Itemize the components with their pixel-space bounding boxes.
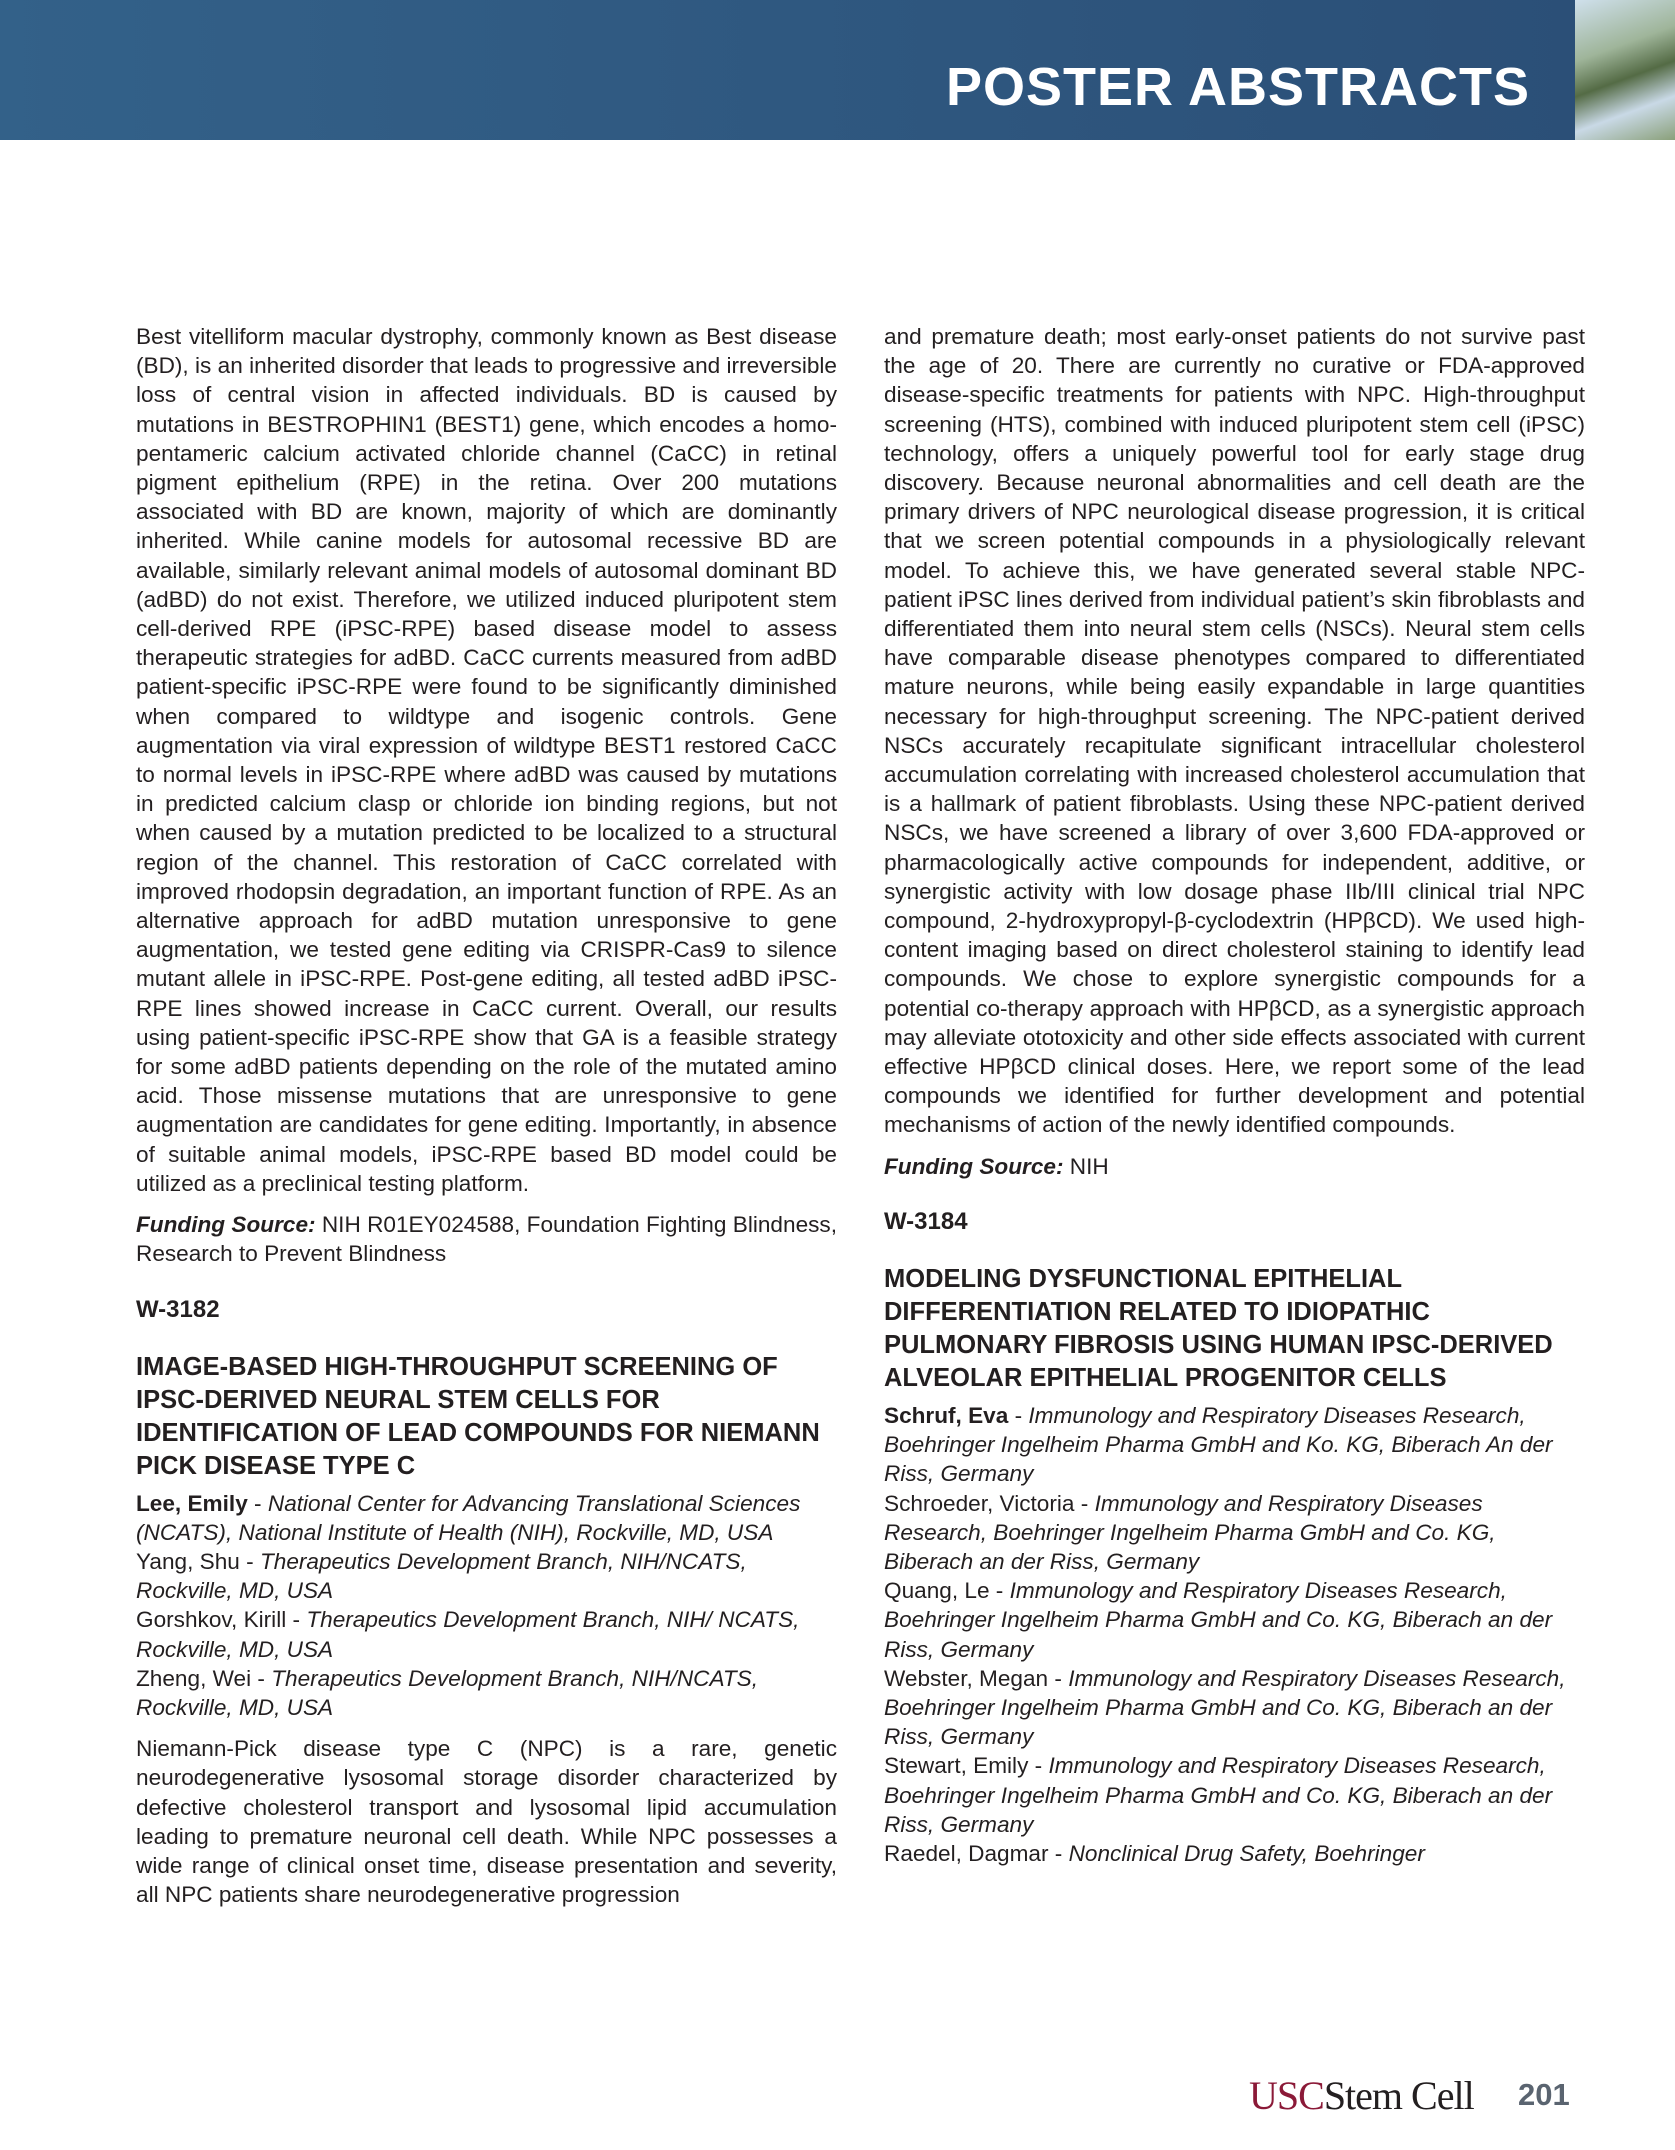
usc-stem-cell-logo: USCStem Cell (1249, 2073, 1474, 2118)
author: Quang, Le - Immunology and Respiratory Diseases Research, Boehringer Ingelheim Pharma GmbH and Co. KG, Biberach an der Riss, Germany (884, 1578, 1553, 1662)
author: Gorshkov, Kirill - Therapeutics Development Branch, NIH/ NCATS, Rockville, MD, USA (136, 1607, 800, 1662)
author: Zheng, Wei - Therapeutics Development Branch, NIH/NCATS, Rockville, MD, USA (136, 1665, 759, 1720)
right-column (884, 322, 1585, 1868)
funding-source: Funding Source: NIH (884, 1153, 1109, 1179)
author: Raedel, Dagmar - Nonclinical Drug Safety, Boehringer (884, 1840, 1425, 1866)
funding-source: Funding Source: NIH R01EY024588, Foundation Fighting Blindness, Research to Prevent Blindness (136, 1212, 837, 1267)
section-title: POSTER ABSTRACTS (945, 57, 1530, 117)
author: Schruf, Eva - Immunology and Respiratory Diseases Research, Boehringer Ingelheim Pharma GmbH and Ko. KG, Biberach An der Riss, Germany (884, 1402, 1553, 1487)
abstract-id: W-3184 (884, 1207, 968, 1235)
author: Schroeder, Victoria - Immunology and Respiratory Diseases Research, Boehringer Ingelheim Pharma GmbH and Co. KG, Biberach an der Riss, Germany (884, 1490, 1496, 1574)
abstract-title: IMAGE-BASED HIGH-THROUGHPUT SCREENING OF IPSC-DERIVED NEURAL STEM CELLS FOR IDENTIFICATION OF LEAD COMPOUNDS FOR NIEMANN PICK DISEASE TYPE C (136, 1352, 820, 1480)
funding-label: Funding Source: (136, 1212, 316, 1238)
funding-label: Funding Source: (884, 1153, 1064, 1179)
abstract-title: MODELING DYSFUNCTIONAL EPITHELIAL DIFFERENTIATION RELATED TO IDIOPATHIC PULMONARY FIBROSIS USING HUMAN IPSC-DERIVED ALVEOLAR EPITHELIAL PROGENITOR CELLS (884, 1264, 1553, 1392)
page-number: 201 (1518, 2077, 1570, 2112)
abstract-text: and premature death; most early-onset patients do not survive past the age of 20. There are currently no curative or FDA-approved disease-specific treatments for patients with NPC. High-throughput screening (HTS), combined with induced pluripotent stem cell (iPSC) technology, offers a uniquely powerful tool for early stage drug discovery. Because neuronal abnormalities and cell death are the primary drivers of NPC neurological disease progression, it is critical that we screen potential compounds in a physiologically relevant model. To achieve this, we have generated several stable NPC-patient iPSC lines derived from individual patient’s skin fibroblasts and differentiated them into neural stem cells (NSCs). Neural stem cells have comparable disease phenotypes compared to differentiated mature neurons, while being easily expandable in large quantities necessary for high-throughput screening. The NPC-patient derived NSCs accurately recapitulate significant intracellular cholesterol accumulation correlating with increased cholesterol accumulation that is a hallmark of patient fibroblasts. Using these NPC-patient derived NSCs, we have screened a library of over 3,600 FDA-approved or pharmacologically active compounds for independent, additive, or synergistic activity with low dosage phase IIb/III clinical trial NPC compound, 2-hydroxypropyl-β-cyclodextrin (HPβCD). We used high-content imaging based on direct cholesterol staining to identify lead compounds. We chose to explore synergistic compounds for a potential co-therapy approach with HPβCD, as a synergistic approach may alleviate ototoxicity and other side effects associated with current effective HPβCD clinical doses. Here, we report some of the lead compounds we identified for further development and potential mechanisms of action of the newly identified compounds. (884, 324, 1585, 1138)
left-column (136, 322, 837, 1909)
abstract-text: Best vitelliform macular dystrophy, commonly known as Best disease (BD), is an inherited disorder that leads to progressive and irreversible loss of central vision in affected individuals. BD is caused by mutations in BESTROPHIN1 (BEST1) gene, which encodes a homo-pentameric calcium activated chloride channel (CaCC) in retinal pigment epithelium (RPE) in the retina. Over 200 mutations associated with BD are known, majority of which are dominantly inherited. While canine models for autosomal recessive BD are available, similarly relevant animal models of autosomal dominant BD (adBD) do not exist. Therefore, we utilized induced pluripotent stem cell-derived RPE (iPSC-RPE) based disease model to assess therapeutic strategies for adBD. CaCC currents measured from adBD patient-specific iPSC-RPE were found to be significantly diminished when compared to wildtype and isogenic controls. Gene augmentation via viral expression of wildtype BEST1 restored CaCC to normal levels in iPSC-RPE where adBD was caused by mutations in predicted calcium clasp or chloride ion binding regions, but not when caused by a mutation predicted to be localized to a structural region of the channel. This restoration of CaCC correlated with improved rhodopsin degradation, an important function of RPE. As an alternative approach for adBD mutation unresponsive to gene augmentation, we tested gene editing via CRISPR-Cas9 to silence mutant allele in iPSC-RPE. Post-gene editing, all tested adBD iPSC-RPE lines showed increase in CaCC current. Overall, our results using patient-specific iPSC-RPE show that GA is a feasible strategy for some adBD patients depending on the role of the mutated amino acid. Those missense mutations that are unresponsive to gene augmentation are candidates for gene editing. Importantly, in absence of suitable animal models, iPSC-RPE based BD model could be utilized as a preclinical testing platform. (136, 324, 837, 1196)
header-banner (0, 0, 1575, 140)
abstract-id: W-3182 (136, 1295, 220, 1323)
abstract-text: Niemann-Pick disease type C (NPC) is a rare, genetic neurodegenerative lysosomal storage disorder characterized by defective cholesterol transport and lysosomal lipid accumulation leading to premature neuronal cell death. While NPC possesses a wide range of clinical onset time, disease presentation and severity, all NPC patients share neurodegenerative progression (136, 1736, 837, 1908)
author: Webster, Megan - Immunology and Respiratory Diseases Research, Boehringer Ingelheim Pharma GmbH and Co. KG, Biberach an der Riss, Germany (884, 1665, 1566, 1750)
palm-tree-image (1575, 0, 1675, 140)
author: Lee, Emily - National Center for Advancing Translational Sciences (NCATS), National Institute of Health (NIH), Rockville, MD, USA (136, 1490, 801, 1545)
author: Stewart, Emily - Immunology and Respiratory Diseases Research, Boehringer Ingelheim Pharma GmbH and Co. KG, Biberach an der Riss, Germany (884, 1753, 1553, 1837)
author-list (136, 1489, 837, 1723)
author: Yang, Shu - Therapeutics Development Branch, NIH/NCATS, Rockville, MD, USA (136, 1548, 747, 1604)
author-list (884, 1401, 1585, 1868)
